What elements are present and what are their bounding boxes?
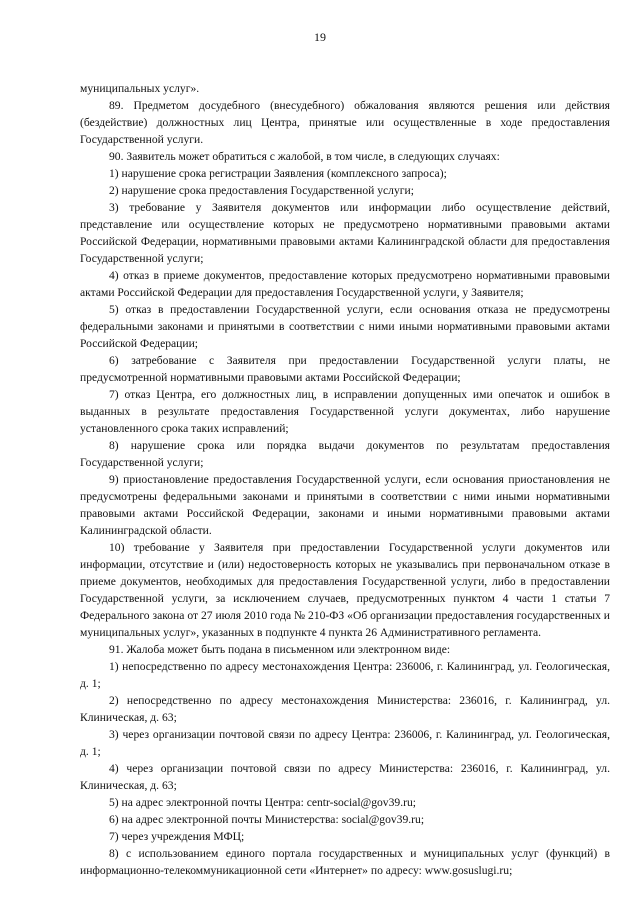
list-item: 4) отказ в приеме документов, предоставление которых предусмотрено нормативными правовыми актами Российской Федерации для предоставления Государственной услуги, у Заявителя;: [80, 269, 610, 299]
list-item: 4) через организации почтовой связи по адресу Министерства: 236016, г. Калининград, ул. Клиническая, д. 63;: [80, 762, 610, 792]
list-item: 7) через учреждения МФЦ;: [109, 830, 245, 843]
paragraph: 90. Заявитель может обратиться с жалобой, в том числе, в следующих случаях:: [109, 150, 500, 163]
list-item: 7) отказ Центра, его должностных лиц, в исправлении допущенных ими опечаток и ошибок в выданных в результате предоставления Государственной услуги документах, либо нарушение установленного срока таких исправлений;: [80, 388, 610, 435]
list-item: 5) отказ в предоставлении Государственной услуги, если основания отказа не предусмотрены федеральными законами и принятыми в соответствии с ними иными нормативными правовыми актами Российской Федерации;: [80, 303, 610, 350]
list-item: 8) нарушение срока или порядка выдачи документов по результатам предоставления Государственной услуги;: [80, 439, 610, 469]
paragraph: 91. Жалоба может быть подана в письменном или электронном виде:: [109, 643, 451, 656]
list-item: 2) нарушение срока предоставления Государственной услуги;: [109, 184, 414, 197]
paragraph: 89. Предметом досудебного (внесудебного) обжалования являются решения или действия (бездействие) должностных лиц Центра, принятые или осуществленные в ходе предоставления Государственной услуги.: [80, 99, 610, 146]
document-body: [80, 80, 610, 879]
list-item: 9) приостановление предоставления Государственной услуги, если основания приостановления не предусмотрены федеральными законами и принятыми в соответствии с ними иными нормативными правовыми актами Российской Федерации, законами и иными нормативными правовыми актами Калининградской области.: [80, 473, 610, 537]
list-item: 1) нарушение срока регистрации Заявления (комплексного запроса);: [109, 167, 447, 180]
list-item: 3) требование у Заявителя документов или информации либо осуществление действий, представление или осуществление которых не предусмотрено нормативными правовыми актами Российской Федерации, нормативными правовыми актами Калининградской области для предоставления Государственной услуги;: [80, 201, 610, 265]
list-item: 1) непосредственно по адресу местонахождения Центра: 236006, г. Калининград, ул. Геологическая, д. 1;: [80, 660, 610, 690]
list-item: 10) требование у Заявителя при предоставлении Государственной услуги документов или информации, отсутствие и (или) недостоверность которых не указывались при первоначальном отказе в приеме документов, необходимых для предоставления Государственной услуги, либо в предоставлении Государственной услуги, за исключением случаев, предусмотренных пунктом 4 части 1 статьи 7 Федерального закона от 27 июля 2010 года № 210-ФЗ «Об организации предоставления государственных и муниципальных услуг», указанных в подпункте 4 пункта 26 Административного регламента.: [80, 541, 610, 639]
list-item: 3) через организации почтовой связи по адресу Центра: 236006, г. Калининград, ул. Геологическая, д. 1;: [80, 728, 610, 758]
paragraph: муниципальных услуг».: [80, 82, 200, 95]
page-number: 19: [314, 30, 326, 44]
list-item: 5) на адрес электронной почты Центра: centr-social@gov39.ru;: [109, 796, 416, 809]
list-item: 2) непосредственно по адресу местонахождения Министерства: 236016, г. Калининград, ул. Клиническая, д. 63;: [80, 694, 610, 724]
list-item: 6) затребование с Заявителя при предоставлении Государственной услуги платы, не предусмотренной нормативными правовыми актами Российской Федерации;: [80, 354, 610, 384]
list-item: 6) на адрес электронной почты Министерства: social@gov39.ru;: [109, 813, 425, 826]
list-item: 8) с использованием единого портала государственных и муниципальных услуг (функций) в информационно-телекоммуникационной сети «Интернет» по адресу: www.gosuslugi.ru;: [80, 847, 610, 877]
